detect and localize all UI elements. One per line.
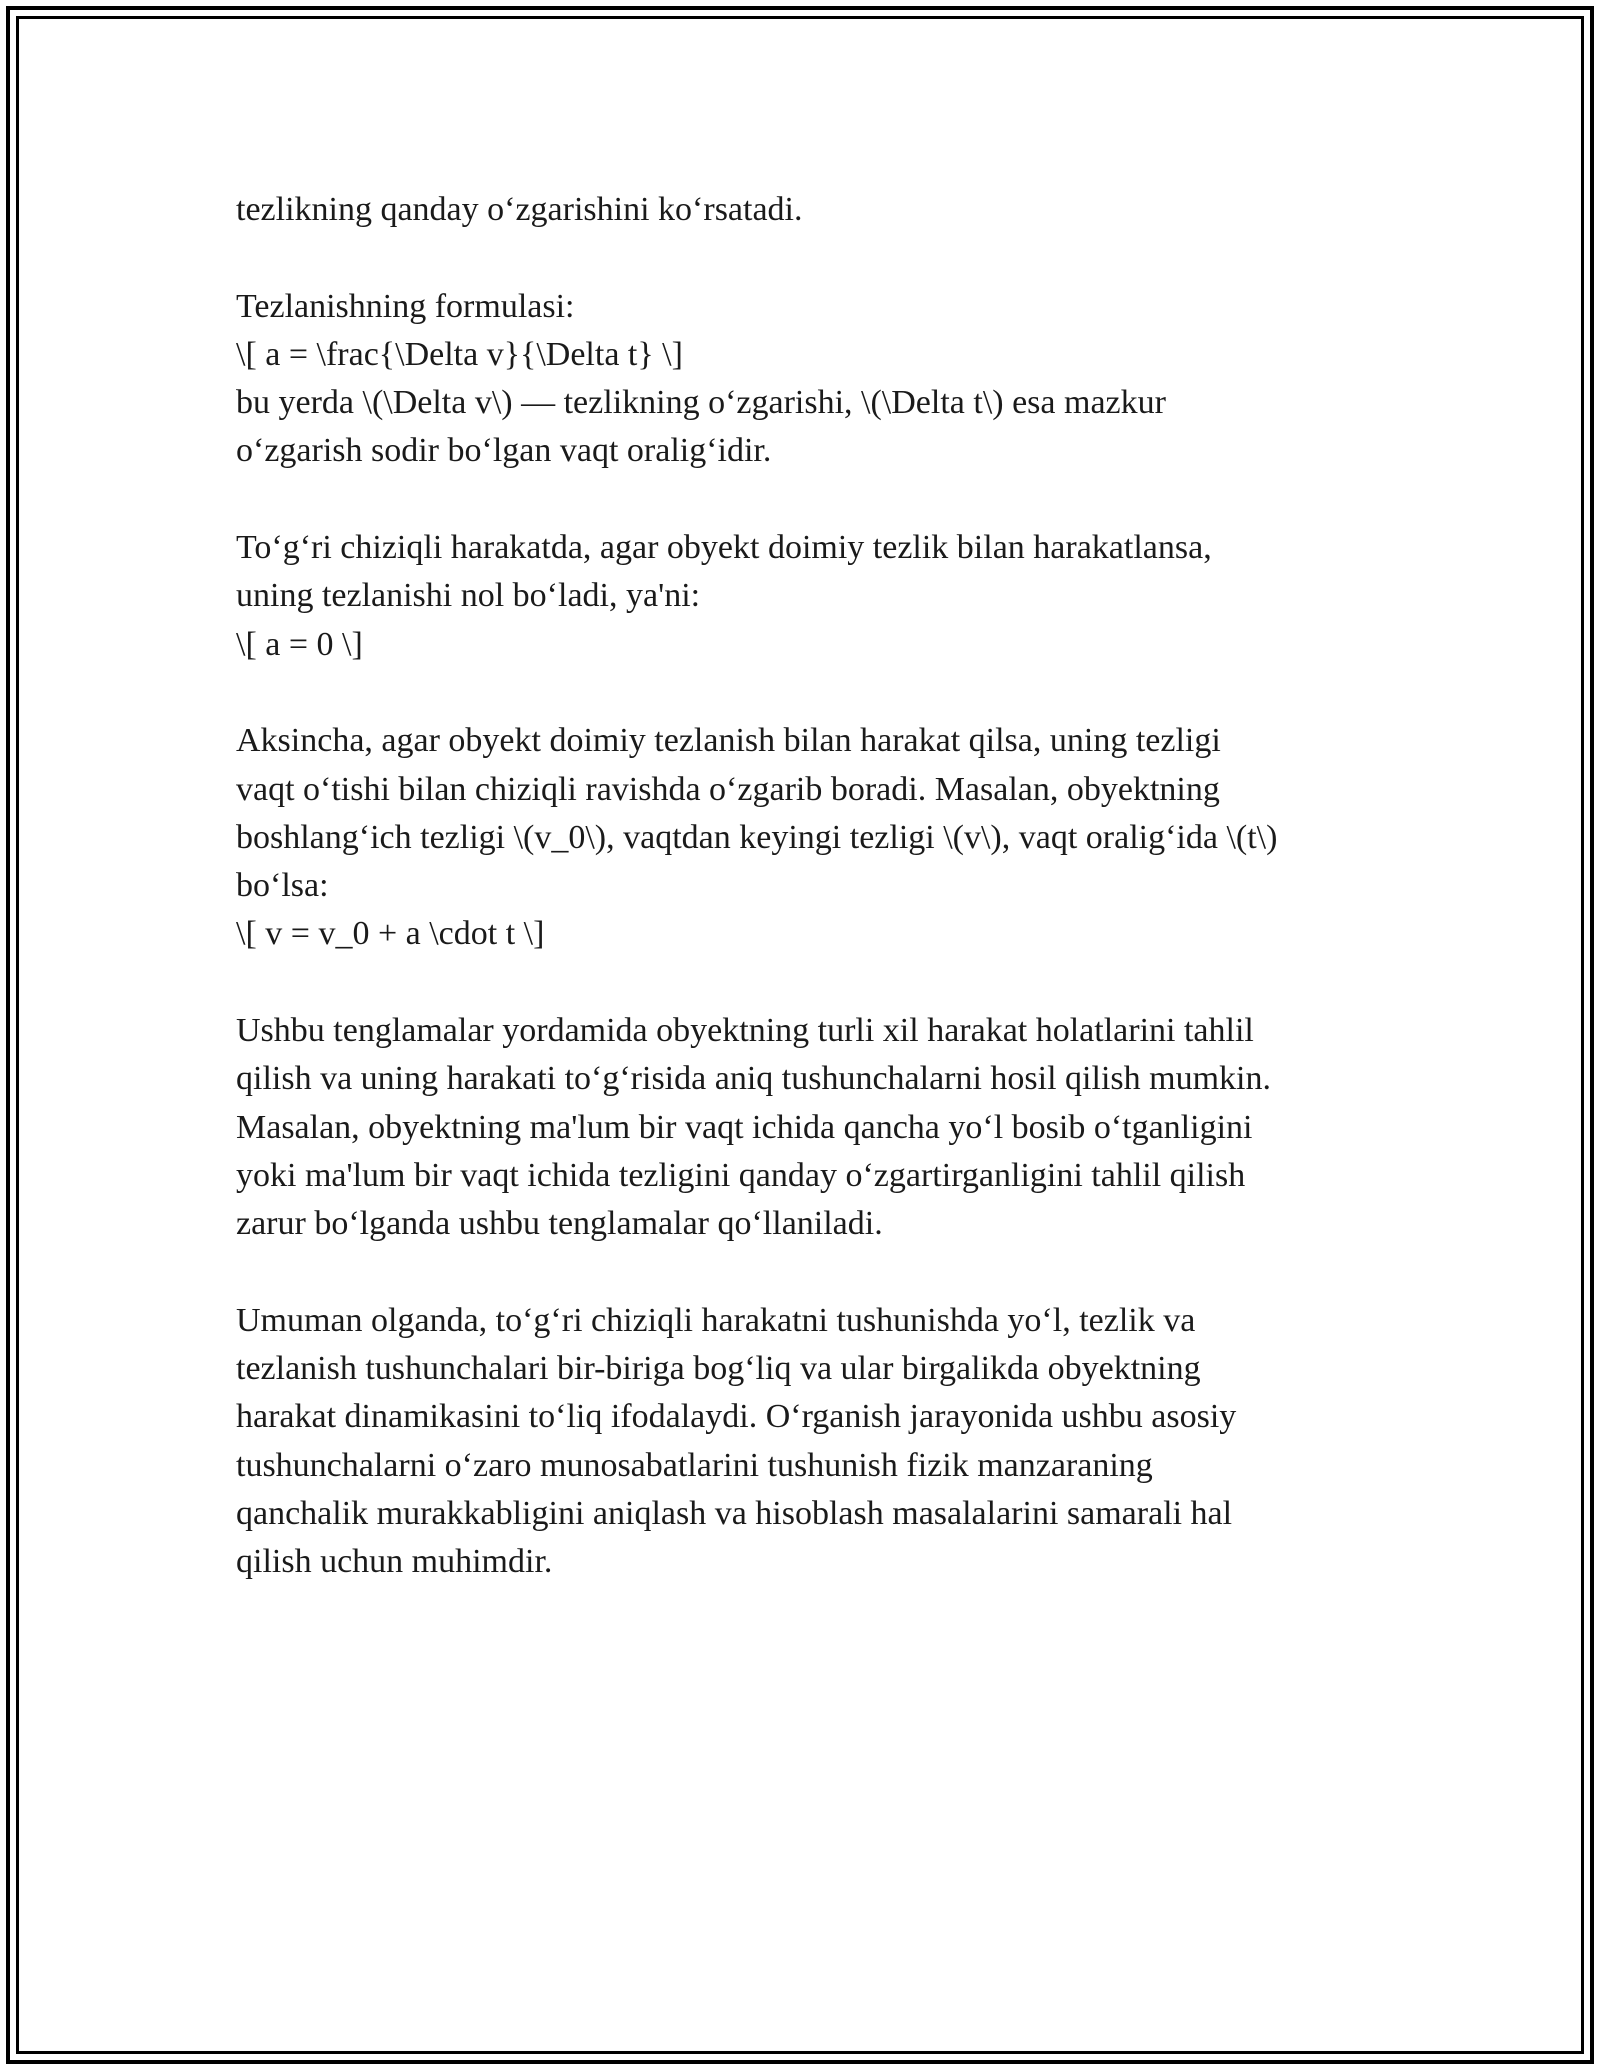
text-line: tezlanish tushunchalari bir-biriga bog‘liq va ular birgalikda obyektning [236, 1350, 1201, 1388]
formula-line: \[ a = 0 \] [236, 625, 363, 663]
text-line: qilish va uning harakati to‘g‘risida aniq tushunchalarni hosil qilish mumkin. [236, 1060, 1271, 1098]
blank-line [236, 476, 1386, 524]
formula-line: \[ a = \frac{\Delta v}{\Delta t} \] [236, 335, 683, 373]
text-line: tushunchalarni o‘zaro munosabatlarini tushunish fizik manzaraning [236, 1446, 1153, 1484]
text-line: To‘g‘ri chiziqli harakatda, agar obyekt doimiy tezlik bilan harakatlansa, [236, 529, 1212, 567]
text-line: vaqt o‘tishi bilan chiziqli ravishda o‘zgarib boradi. Masalan, obyektning [236, 770, 1220, 808]
text-line: bu yerda \(\Delta v\) — tezlikning o‘zgarishi, \(\Delta t\) esa mazkur [236, 384, 1166, 422]
text-line: bo‘lsa: [236, 867, 329, 905]
text-line: qanchalik murakkabligini aniqlash va hisoblash masalalarini samarali hal [236, 1495, 1233, 1533]
text-line: Tezlanishning formulasi: [236, 287, 575, 325]
blank-line [236, 669, 1386, 717]
formula-line: \[ v = v_0 + a \cdot t \] [236, 915, 545, 953]
text-line: yoki ma'lum bir vaqt ichida tezligini qanday o‘zgartirganligini tahlil qilish [236, 1156, 1246, 1194]
text-line: Umuman olganda, to‘g‘ri chiziqli harakatni tushunishda yo‘l, tezlik va [236, 1301, 1196, 1339]
text-line: Masalan, obyektning ma'lum bir vaqt ichida qancha yo‘l bosib o‘tganligini [236, 1108, 1253, 1146]
text-line: zarur bo‘lganda ushbu tenglamalar qo‘llaniladi. [236, 1205, 883, 1243]
blank-line [236, 1249, 1386, 1297]
text-line: qilish uchun muhimdir. [236, 1543, 553, 1581]
text-line: o‘zgarish sodir bo‘lgan vaqt oralig‘idir. [236, 432, 772, 470]
text-line: Aksincha, agar obyekt doimiy tezlanish bilan harakat qilsa, uning tezligi [236, 722, 1221, 760]
blank-line [236, 959, 1386, 1007]
blank-line [236, 234, 1386, 282]
text-line: Ushbu tenglamalar yordamida obyektning turli xil harakat holatlarini tahlil [236, 1012, 1254, 1050]
text-line: uning tezlanishi nol bo‘ladi, ya'ni: [236, 577, 701, 615]
text-line: harakat dinamikasini to‘liq ifodalaydi. O‘rganish jarayonida ushbu asosiy [236, 1398, 1237, 1436]
document-body [236, 186, 1386, 1587]
text-line: boshlang‘ich tezligi \(v_0\), vaqtdan keyingi tezligi \(v\), vaqt oralig‘ida \(t\) [236, 818, 1278, 856]
text-line: tezlikning qanday o‘zgarishini ko‘rsatadi. [236, 191, 803, 228]
